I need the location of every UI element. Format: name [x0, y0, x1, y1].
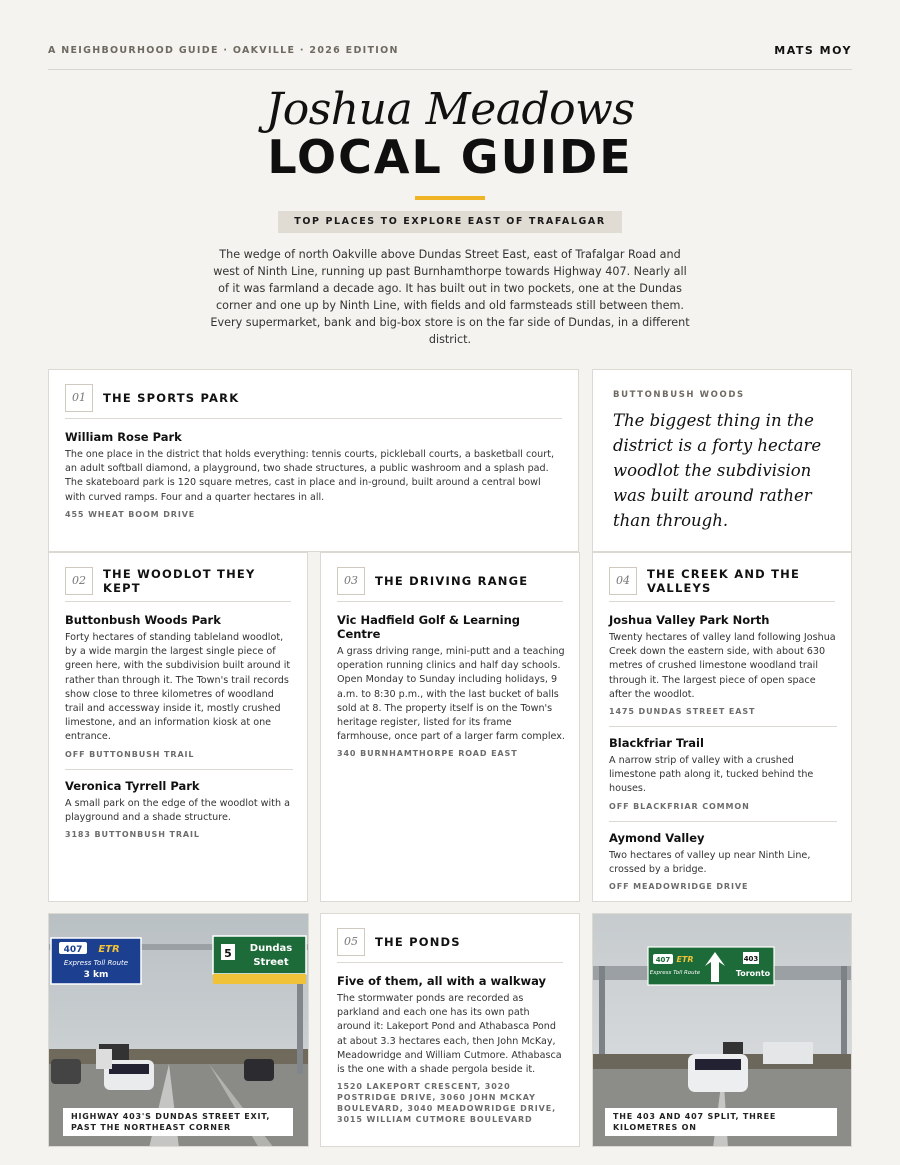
place-address: 340 BURNHAMTHORPE ROAD EAST — [337, 749, 518, 759]
section-title: THE CREEK AND THE VALLEYS — [647, 567, 801, 595]
place-entry — [609, 831, 837, 901]
place-name: Joshua Valley Park North — [609, 613, 770, 627]
intro-paragraph: The wedge of north Oakville above Dundas Street East, east of Trafalgar Road and west of Ninth Line, running up past Burnhamthorpe towards Highway 407. Nearly all of it was farmland a decade ago. It has built out in two pockets, one at the Dundas corner and one up by Ninth Line, with fields and old farmsteads still between them. Every supermarket, bank and big-box store is on the far side of Dundas, in a different district. — [210, 248, 690, 346]
section-number: 01 — [65, 384, 93, 412]
section-body — [609, 613, 837, 901]
section-card-creek-valleys — [592, 552, 852, 902]
author-name: MATS MOY — [774, 44, 852, 57]
place-description: Two hectares of valley up near Ninth Line, crossed by a bridge. — [609, 849, 811, 875]
etr-label: ETR — [98, 944, 120, 955]
place-description: Forty hectares of standing tableland woodlot, by a wide margin the largest single piece of green here, with the subdivision built around it rather than through it. The Town's trail records show close to three kilometres of woodland trail and accessway inside it, mostly crushed limestone, and an information kiosk at one entrance. — [65, 632, 291, 743]
pull-quote-card — [592, 369, 852, 552]
place-description: The one place in the district that holds everything: tennis courts, pickleball courts, a basketball court, an adult softball diamond, a playground, two shade structures, a public washroom and a splash pad. The skateboard park is 120 square metres, cast in place and in-ground, built around a central bowl with curved ramps. Four and a quarter hectares in all. — [65, 449, 555, 503]
section-title: THE SPORTS PARK — [103, 391, 240, 405]
toll-route-label: Express Toll Route — [649, 970, 701, 976]
highway-number: 403 — [743, 955, 759, 963]
section-card-woodlot — [48, 552, 308, 902]
neighbourhood-name: Joshua Meadows — [265, 84, 635, 135]
place-description: A grass driving range, mini-putt and a teaching operation running clinics and half day schools. Open Monday to Sunday including holidays, 9 a.m. to 8:30 p.m., with the last bucket of balls sold at 8. The property itself is on the Town's heritage register, listed for its frame farmhouse, once part of a larger farm complex. — [337, 646, 565, 743]
section-card-driving-range — [320, 552, 580, 902]
place-address: 1475 DUNDAS STREET EAST — [609, 707, 756, 717]
exit-destination-line2: Street — [253, 957, 289, 968]
toll-route-label: Express Toll Route — [63, 959, 129, 967]
place-address: OFF MEADOWRIDGE DRIVE — [609, 882, 749, 892]
place-entry — [65, 430, 564, 529]
route-shield-text: 407 — [655, 956, 671, 964]
section-number: 03 — [337, 567, 365, 595]
section-title: THE WOODLOT THEY KEPT — [103, 567, 256, 595]
section-header — [65, 382, 562, 419]
place-name: Blackfriar Trail — [609, 736, 704, 751]
route-shield-text: 407 — [63, 945, 83, 955]
place-description: Twenty hectares of valley land following Joshua Creek down the eastern side, with about 630 metres of crushed limestone woodland trail through it. The largest piece of open space after the woodlot. — [609, 632, 836, 700]
place-address: 1520 LAKEPORT CRESCENT, 3020 POSTRIDGE DRIVE, 3060 JOHN MCKAY BOULEVARD, 3040 MEADOWRIDGE DRIVE, 3015 WILLIAM CUTMORE BOULEVARD — [337, 1082, 557, 1125]
top-bar — [48, 38, 852, 70]
place-name: Five of them, all with a walkway — [337, 974, 547, 988]
tagline-badge: TOP PLACES TO EXPLORE EAST OF TRAFALGAR — [278, 211, 622, 233]
place-entry — [337, 974, 565, 1134]
section-number: 04 — [609, 567, 637, 595]
section-card-sports-park — [48, 369, 579, 552]
photo-caption: THE 403 AND 407 SPLIT, THREE KILOMETRES ON — [605, 1108, 837, 1136]
page-title: LOCAL GUIDE — [267, 130, 633, 184]
section-card-ponds — [320, 913, 580, 1147]
place-address: OFF BUTTONBUSH TRAIL — [65, 749, 195, 759]
place-entry — [609, 613, 837, 727]
section-title: THE PONDS — [375, 935, 461, 949]
exit-number: 5 — [224, 947, 232, 960]
pull-quote-label: BUTTONBUSH WOODS — [613, 390, 745, 400]
place-name: William Rose Park — [65, 430, 182, 444]
place-name: Vic Hadfield Golf & Learning Centre — [337, 613, 521, 641]
place-entry — [65, 613, 293, 770]
place-name: Veronica Tyrrell Park — [65, 778, 200, 793]
section-number: 05 — [337, 928, 365, 956]
place-description: The stormwater ponds are recorded as parkland and each one has its own path around it: Lakeport Pond and Athabasca Pond at about 3.3 hectares each, then John McKay, Meadowridge and William Cutmore. Athabasca is the one with a shade pergola beside it. — [337, 993, 562, 1076]
highway-photo-dundas-exit — [48, 913, 309, 1147]
section-body — [337, 974, 565, 1134]
section-body — [337, 613, 565, 768]
etr-label: ETR — [676, 955, 694, 964]
place-entry — [65, 779, 293, 849]
destination-label: Toronto — [735, 969, 771, 978]
distance-label: 3 km — [83, 970, 109, 980]
exit-destination-line1: Dundas — [249, 943, 293, 954]
place-entry — [609, 736, 837, 822]
section-number: 02 — [65, 567, 93, 595]
pull-quote-text: The biggest thing in the district is a forty hectare woodlot the subdivision was built around rather than through. — [613, 411, 822, 530]
section-title: THE DRIVING RANGE — [375, 574, 529, 588]
section-header — [337, 565, 563, 602]
place-name: Buttonbush Woods Park — [65, 613, 221, 627]
place-description: A small park on the edge of the woodlot with a playground and a shade structure. — [65, 797, 290, 823]
place-description: A narrow strip of valley with a crushed limestone path along it, tucked behind the houses. — [609, 755, 814, 795]
section-header — [609, 565, 835, 602]
place-address: 455 WHEAT BOOM DRIVE — [65, 509, 196, 519]
place-address: 3183 BUTTONBUSH TRAIL — [65, 830, 200, 840]
section-body — [65, 430, 564, 529]
highway-photo-403-407-split — [592, 913, 852, 1147]
guide-kicker: A NEIGHBOURHOOD GUIDE · OAKVILLE · 2026 EDITION — [48, 45, 399, 56]
place-entry — [337, 613, 565, 768]
place-address: OFF BLACKFRIAR COMMON — [609, 801, 750, 811]
accent-divider — [415, 196, 485, 200]
place-name: Aymond Valley — [609, 830, 705, 845]
section-body — [65, 613, 293, 849]
photo-caption: HIGHWAY 403'S DUNDAS STREET EXIT, PAST THE NORTHEAST CORNER — [63, 1108, 293, 1136]
section-header — [65, 565, 291, 602]
section-header — [337, 926, 563, 963]
